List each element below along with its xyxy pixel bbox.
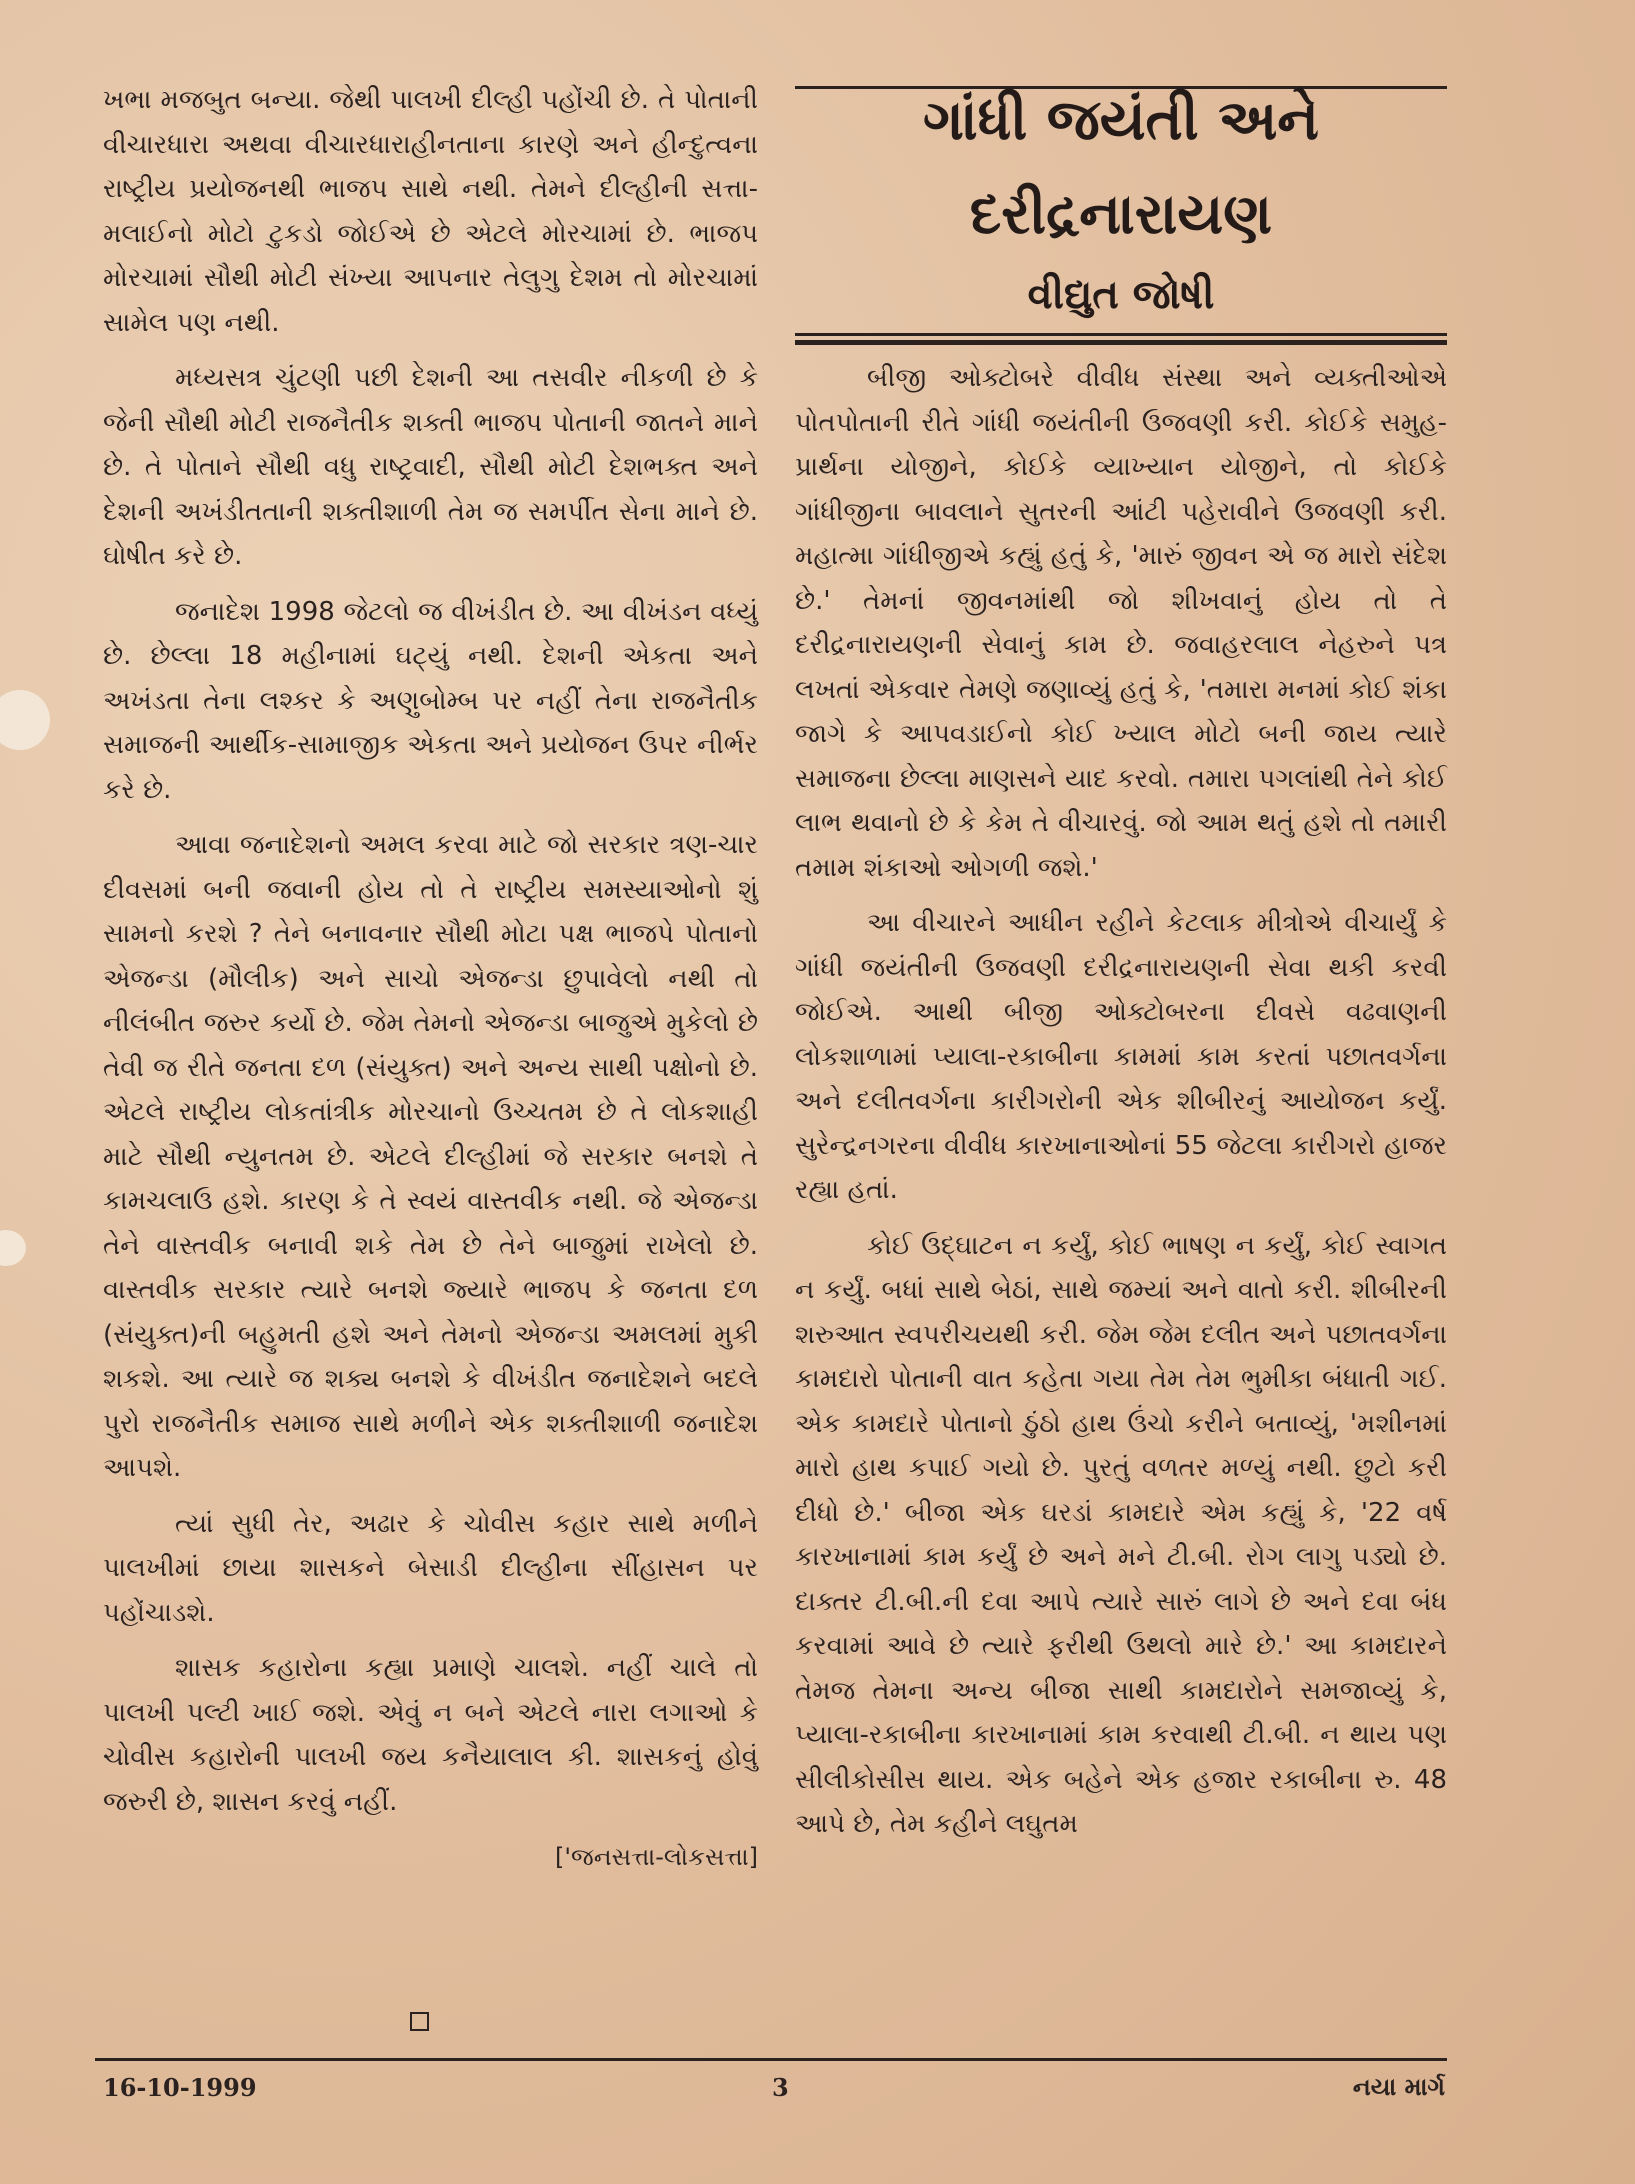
footer-date: 16-10-1999 [103,2073,257,2102]
source-citation: ['જનસત્તા-લોકસત્તા] [555,1843,758,1871]
paragraph: બીજી ઓક્ટોબરે વીવીધ સંસ્થા અને વ્યક્તીઓએ પોતપોતાની રીતે ગાંધી જયંતીની ઉજવણી કરી. કોઈકે સમુહ-પ્રાર્થના યોજીને, કોઈકે વ્યાખ્યાન યોજીને, તો કોઈકે ગાંધીજીના બાવલાને સુતરની આંટી પહેરાવીને ઉજવણી કરી. મહાત્મા ગાંધીજીએ કહ્યું હતું કે, 'મારું જીવન એ જ મારો સંદેશ છે.' તેમનાં જીવનમાંથી જો શીખવાનું હોય તો તે દરીદ્રનારાયણની સેવાનું કામ છે. જવાહરલાલ નેહરુને પત્ર લખતાં એકવાર તેમણે જણાવ્યું હતું કે, 'તમારા મનમાં કોઈ શંકા જાગે કે આપવડાઈનો કોઈ ખ્યાલ મોટો બની જાય ત્યારે સમાજના છેલ્લા માણસને યાદ કરવો. તમારા પગલાંથી તેને કોઈ લાભ થવાનો છે કે કેમ તે વીચારવું. જો આમ થતું હશે તો તમારી તમામ શંકાઓ ઓગળી જશે.' [795,363,1447,883]
footer-page-number: 3 [772,2073,789,2102]
right-column [795,356,1447,1858]
paragraph: શાસક કહારોના કહ્યા પ્રમાણે ચાલશે. નહીં ચાલે તો પાલખી પલ્ટી ખાઈ જશે. એવું ન બને એટલે નારા લગાઓ કે ચોવીસ કહારોની પાલખી જય કનૈયાલાલ કી. શાસકનું હોવું જરુરી છે, શાસન કરવું નહીં. [103,1653,758,1817]
article-title-line1: ગાંધી જયંતી અને [923,88,1319,153]
left-column [103,78,758,1880]
article-end-mark [410,2012,429,2031]
paper-tear [0,690,50,750]
title-bottom-rule [795,333,1447,336]
paragraph: જનાદેશ 1998 જેટલો જ વીખંડીત છે. આ વીખંડન વધ્યું છે. છેલ્લા 18 મહીનામાં ઘટ્યું નથી. દેશની એકતા અને અખંડતા તેના લશ્કર કે અણુબોમ્બ પર નહીં તેના રાજનૈતીક સમાજની આર્થીક-સામાજીક એકતા અને પ્રયોજન ઉપર નીર્ભર કરે છે. [103,596,758,805]
paragraph: આવા જનાદેશનો અમલ કરવા માટે જો સરકાર ત્રણ-ચાર દીવસમાં બની જવાની હોય તો તે રાષ્ટ્રીય સમસ્યાઓનો શું સામનો કરશે ? તેને બનાવનાર સૌથી મોટા પક્ષ ભાજપે પોતાનો એજન્ડા (મૌલીક) અને સાચો એજન્ડા છુપાવેલો નથી તો નીલંબીત જરુર કર્યો છે. જેમ તેમનો એજન્ડા બાજુએ મુકેલો છે તેવી જ રીતે જનતા દળ (સંયુક્ત) અને અન્ય સાથી પક્ષોનો છે. એટલે રાષ્ટ્રીય લોકતાંત્રીક મોરચાનો ઉચ્ચતમ છે તે લોકશાહી માટે સૌથી ન્યુનતમ છે. એટલે દીલ્હીમાં જે સરકાર બનશે તે કામચલાઉ હશે. કારણ કે તે સ્વયં વાસ્તવીક નથી. જે એજન્ડા તેને વાસ્તવીક બનાવી શકે તેમ છે તેને બાજુમાં રાખેલો છે. વાસ્તવીક સરકાર ત્યારે બનશે જ્યારે ભાજપ કે જનતા દળ (સંયુક્ત)ની બહુમતી હશે અને તેમનો એજન્ડા અમલમાં મુકી શકશે. આ ત્યારે જ શક્ય બનશે કે વીખંડીત જનાદેશને બદલે પુરો રાજનૈતીક સમાજ સાથે મળીને એક શક્તીશાળી જનાદેશ આપશે. [103,830,758,1483]
title-bottom-rule-thick [795,340,1447,345]
paragraph: આ વીચારને આધીન રહીને કેટલાક મીત્રોએ વીચાર્યું કે ગાંધી જયંતીની ઉજવણી દરીદ્રનારાયણની સેવા થકી કરવી જોઈએ. આથી બીજી ઓક્ટોબરના દીવસે વઢવાણની લોકશાળામાં પ્યાલા-રકાબીના કામમાં કામ કરતાં પછાતવર્ગના અને દલીતવર્ગના કારીગરોની એક શીબીરનું આયોજન કર્યું. સુરેન્દ્રનગરના વીવીધ કારખાનાઓનાં 55 જેટલા કારીગરો હાજર રહ્યા હતાં. [795,908,1447,1205]
article-author: વીદ્યુત જોષી [1027,272,1215,318]
paragraph: ખભા મજબુત બન્યા. જેથી પાલખી દીલ્હી પહોંચી છે. તે પોતાની વીચારધારા અથવા વીચારધારાહીનતાના કારણે અને હીન્દુત્વના રાષ્ટ્રીય પ્રયોજનથી ભાજપ સાથે નથી. તેમને દીલ્હીની સત્તા-મલાઈનો મોટો ટુકડો જોઈએ છે એટલે મોરચામાં છે. ભાજપ મોરચામાં સૌથી મોટી સંખ્યા આપનાર તેલુગુ દેશમ તો મોરચામાં સામેલ પણ નથી. [103,85,758,338]
paragraph: ત્યાં સુધી તેર, અઢાર કે ચોવીસ કહાર સાથે મળીને પાલખીમાં છાયા શાસકને બેસાડી દીલ્હીના સીંહાસન પર પહોંચાડશે. [103,1508,758,1628]
article-title-line2: દરીદ્રનારાયણ [969,182,1273,247]
paragraph: મધ્યસત્ર ચુંટણી પછી દેશની આ તસવીર નીકળી છે કે જેની સૌથી મોટી રાજનૈતીક શક્તી ભાજપ પોતાની જાતને માને છે. તે પોતાને સૌથી વધુ રાષ્ટ્રવાદી, સૌથી મોટી દેશભક્ત અને દેશની અખંડીતતાની શક્તીશાળી તેમ જ સમર્પીત સેના માને છે. ઘોષીત કરે છે. [103,363,758,571]
paragraph: કોઈ ઉદ્‌ઘાટન ન કર્યું, કોઈ ભાષણ ન કર્યું, કોઈ સ્વાગત ન કર્યું. બધાં સાથે બેઠાં, સાથે જમ્યાં અને વાતો કરી. શીબીરની શરુઆત સ્વપરીચયથી કરી. જેમ જેમ દલીત અને પછાતવર્ગના કામદારો પોતાની વાત કહેતા ગયા તેમ તેમ ભુમીકા બંધાતી ગઈ. એક કામદારે પોતાનો ઠુંઠો હાથ ઉંચો કરીને બતાવ્યું, 'મશીનમાં મારો હાથ કપાઈ ગયો છે. પુરતું વળતર મળ્યું નથી. છુટો કરી દીધો છે.' બીજા એક ઘરડાં કામદારે એમ કહ્યું કે, '22 વર્ષ કારખાનામાં કામ કર્યું છે અને મને ટી.બી. રોગ લાગુ પડ્યો છે. દાક્તર ટી.બી.ની દવા આપે ત્યારે સારું લાગે છે અને દવા બંધ કરવામાં આવે છે ત્યારે ફરીથી ઉથલો મારે છે.' આ કામદારને તેમજ તેમના અન્ય બીજા સાથી કામદારોને સમજાવ્યું કે, પ્યાલા-રકાબીના કારખાનામાં કામ કરવાથી ટી.બી. ન થાય પણ સીલીકોસીસ થાય. એક બહેને એક હજાર રકાબીના રુ. 48 આપે છે, તેમ કહીને લઘુતમ [795,1230,1447,1839]
footer-magazine-name: નયા માર્ગ [1352,2073,1445,2101]
footer-rule [95,2058,1447,2061]
paper-tear [0,1230,26,1266]
